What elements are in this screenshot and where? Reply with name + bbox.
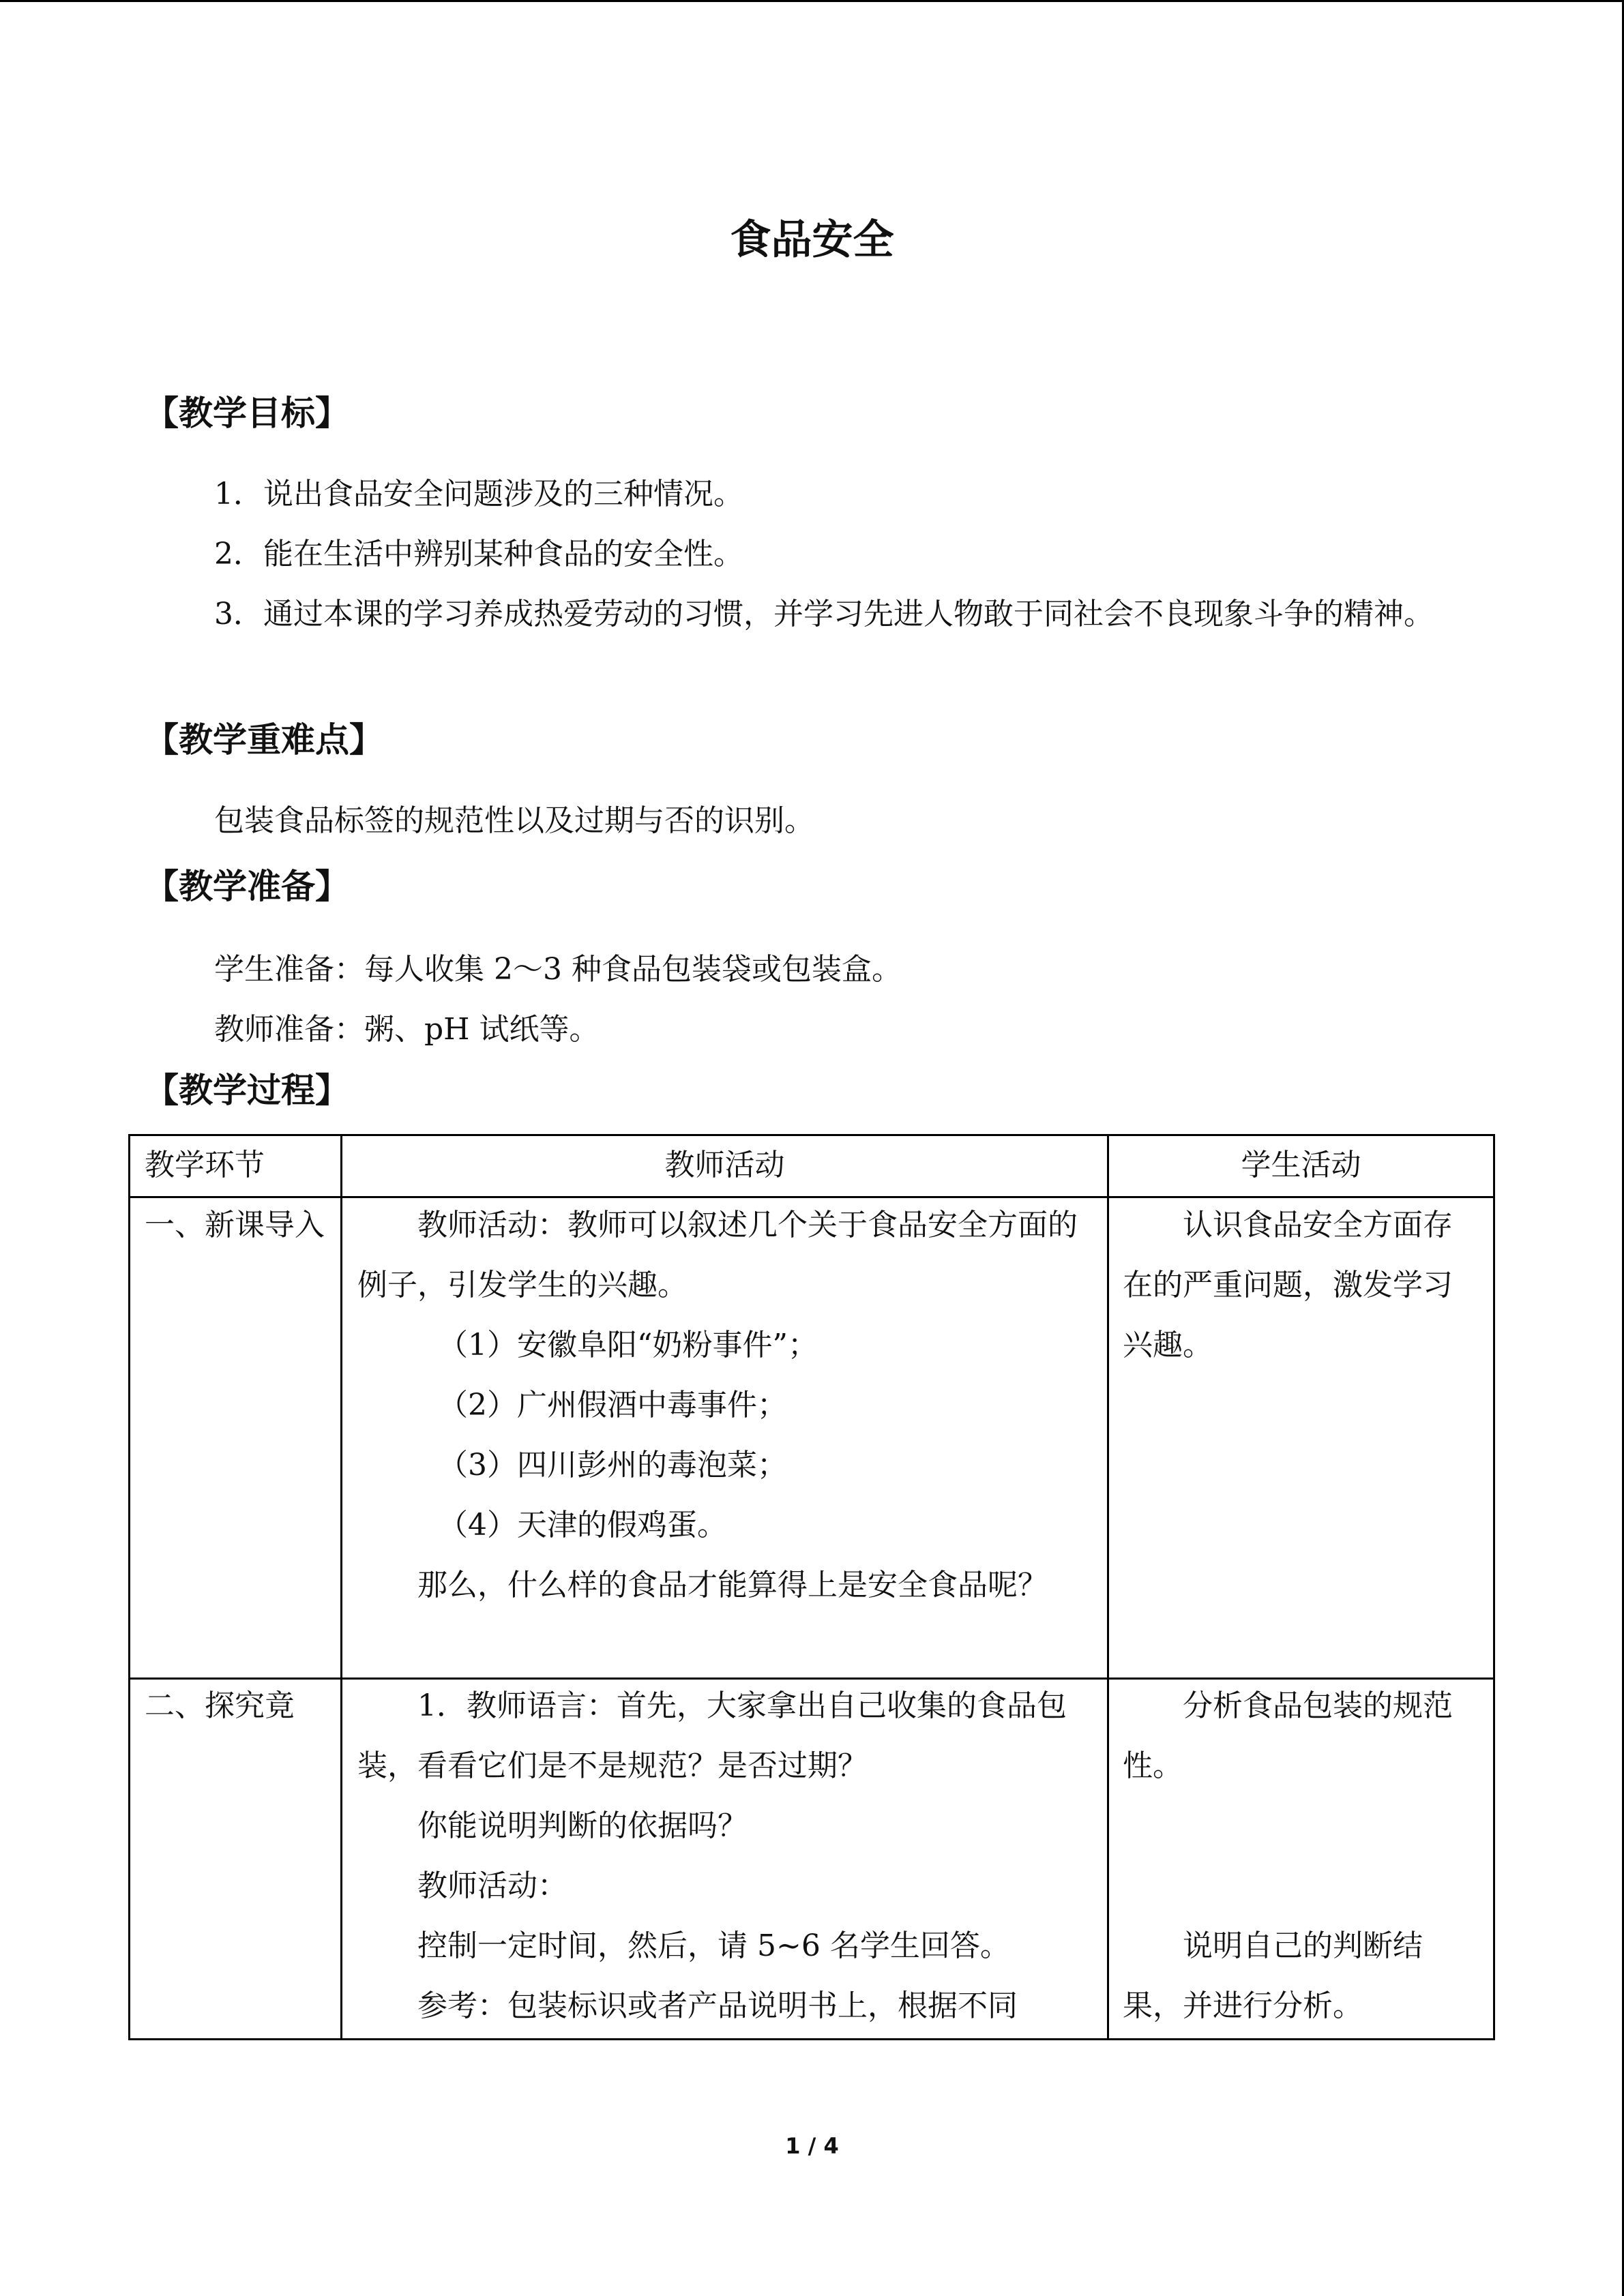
row-2-teacher-line: 控制一定时间，然后，请 5~6 名学生回答。: [417, 1928, 1010, 1963]
table-row-1-teacher: [357, 1195, 1091, 1615]
table-border-right: [1493, 1134, 1495, 2040]
page-top-border: [0, 0, 1624, 2]
objective-item-1: 1．说出食品安全问题涉及的三种情况。: [214, 477, 743, 511]
table-border-left: [128, 1134, 130, 2040]
row-2-student-line: 分析食品包装的规范性。: [1123, 1688, 1453, 1783]
table-row-1-stage: 一、新课导入: [145, 1208, 325, 1242]
table-header-teacher: 教师活动: [664, 1148, 785, 1182]
preparation-heading: 【教学准备】: [145, 867, 349, 906]
row-2-student-line: 说明自己的判断结果，并进行分析。: [1123, 1928, 1423, 2023]
row-1-teacher-line: 那么，什么样的食品才能算得上是安全食品呢？: [417, 1568, 1048, 1602]
table-col-divider-1: [340, 1134, 342, 2040]
objective-item-2: 2．能在生活中辨别某种食品的安全性。: [214, 537, 743, 571]
row-1-teacher-line: （4）天津的假鸡蛋。: [438, 1508, 727, 1542]
row-2-teacher-line: 教师活动：: [417, 1868, 567, 1903]
row-1-teacher-line: （2）广州假酒中毒事件；: [438, 1388, 787, 1422]
objectives-heading: 【教学目标】: [145, 393, 349, 433]
table-header-stage: 教学环节: [145, 1148, 265, 1182]
teacher-preparation: 教师准备：粥、pH 试纸等。: [214, 1012, 600, 1047]
key-points-heading: 【教学重难点】: [145, 720, 383, 760]
teaching-process-table: [128, 1134, 1495, 2040]
table-border-bottom: [128, 2038, 1495, 2040]
table-row-2-student-a: [1123, 1676, 1457, 1796]
row-1-teacher-line: （1）安徽阜阳“奶粉事件”；: [438, 1328, 818, 1362]
table-row-2-stage: 二、探究竟: [145, 1688, 295, 1723]
table-row-2-teacher: [357, 1676, 1094, 2036]
row-1-teacher-line: （3）四川彭州的毒泡菜；: [438, 1448, 787, 1482]
table-col-divider-2: [1107, 1134, 1109, 2040]
page-title: 食品安全: [730, 216, 894, 264]
table-row-2-student-b: [1123, 1916, 1457, 2036]
row-2-teacher-line: 参考：包装标识或者产品说明书上，根据不同: [417, 1988, 1018, 2023]
row-1-student-line: 认识食品安全方面存在的严重问题，激发学习兴趣。: [1123, 1208, 1453, 1362]
page-number: 1 / 4: [785, 2133, 839, 2159]
table-header-student: 学生活动: [1241, 1148, 1361, 1182]
objective-item-3: 3．通过本课的学习养成热爱劳动的习惯，并学习先进人物敢于同社会不良现象斗争的精神。: [214, 597, 1434, 631]
row-2-teacher-line: 你能说明判断的依据吗？: [417, 1808, 748, 1843]
student-preparation: 学生准备：每人收集 2～3 种食品包装袋或包装盒。: [214, 952, 902, 987]
row-2-teacher-line: 1．教师语言：首先，大家拿出自己收集的食品包装，看看它们是不是规范？是否过期？: [357, 1688, 1067, 1783]
row-1-teacher-line: 教师活动：教师可以叙述几个关于食品安全方面的例子，引发学生的兴趣。: [357, 1208, 1078, 1302]
table-row-1-student: [1123, 1195, 1457, 1375]
key-points-text: 包装食品标签的规范性以及过期与否的识别。: [214, 803, 814, 838]
process-heading: 【教学过程】: [145, 1071, 349, 1110]
